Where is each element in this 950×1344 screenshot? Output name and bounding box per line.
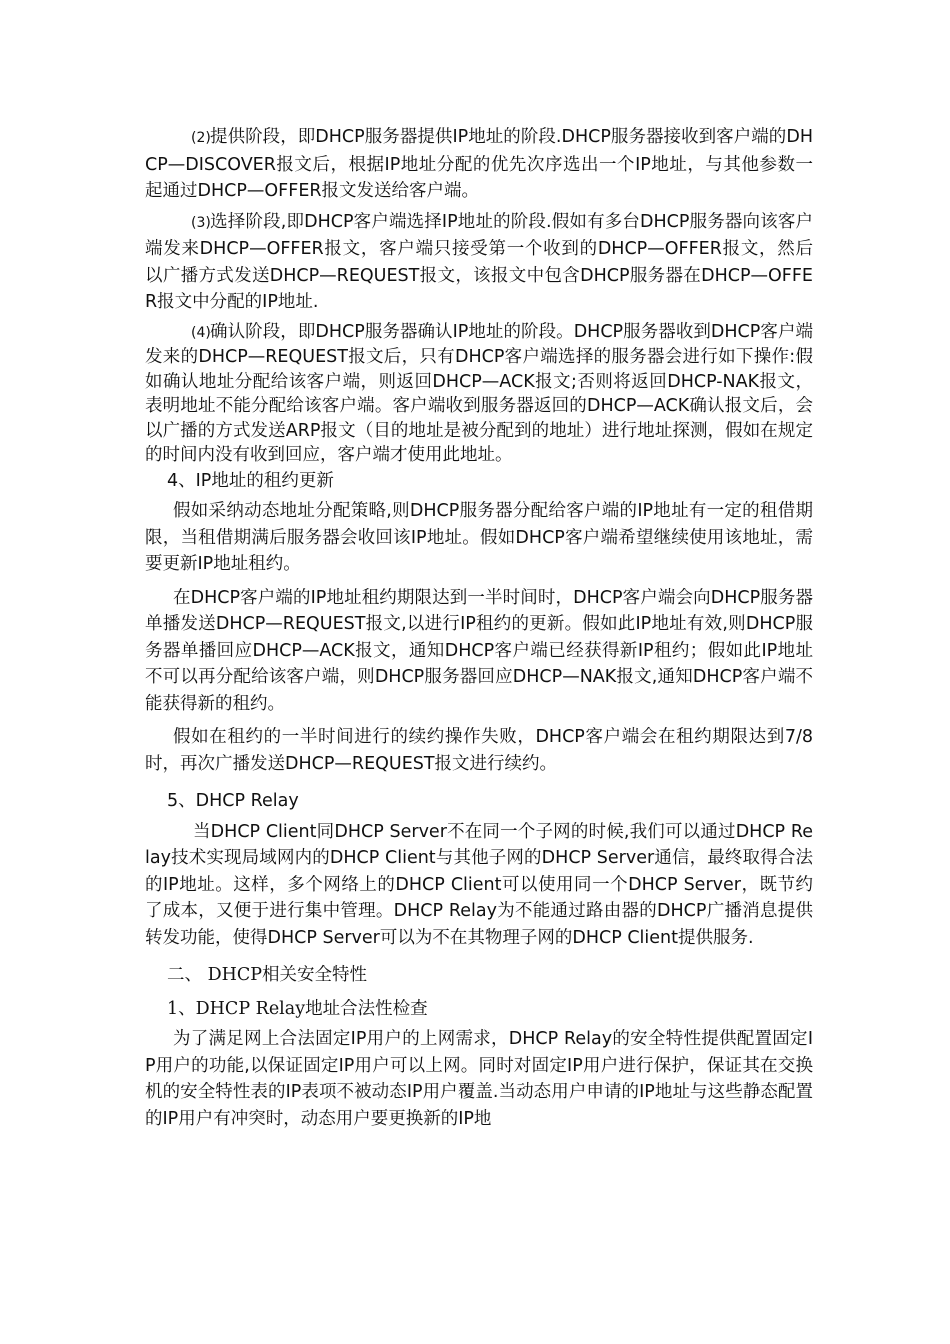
chapter-heading-security: 二、 DHCP相关安全特性	[167, 965, 368, 985]
list-number: (4)	[191, 324, 211, 341]
paragraph-lease-seven-eighths: 假如在租约的一半时间进行的续约操作失败，DHCP客户端会在租约期限达到7/8时，再次广播发送DHCP—REQUEST报文进行续约。	[145, 727, 813, 774]
list-number: (3)	[191, 214, 211, 231]
paragraph-text: 提供阶段，即DHCP服务器提供IP地址的阶段.DHCP服务器接收到客户端的DHCP—DISCOVER报文后，根据IP地址分配的优先次序选出一个IP地址，与其他参数一起通过DHCP—OFFER报文发送给客户端。	[145, 127, 813, 201]
paragraph-offer-stage	[145, 124, 813, 205]
paragraph-text: 确认阶段，即DHCP服务器确认IP地址的阶段。DHCP服务器收到DHCP客户端发来的DHCP—REQUEST报文后，只有DHCP客户端选择的服务器会进行如下操作:假如确认地址分配给该客户端，则返回DHCP—ACK报文;否则将返回DHCP-NAK报文，表明地址不能分配给该客户端。客户端收到服务器返回的DHCP—ACK确认报文后，会以广播的方式发送ARP报文（目的地址是被分配到的地址）进行地址探测，假如在规定的时间内没有收到回应，客户端才使用此地址。	[145, 321, 813, 465]
paragraph-dhcp-relay: 当DHCP Client同DHCP Server不在同一个子网的时候,我们可以通过DHCP Relay技术实现局域网内的DHCP Client与其他子网的DHCP Server通信，最终取得合法的IP地址。这样，多个网络上的DHCP Client可以使用同一个DHCP Server，既节约了成本，又便于进行集中管理。DHCP Relay为不能通过路由器的DHCP广播消息提供转发功能，使得DHCP Server可以为不在其物理子网的DHCP Client提供服务.	[145, 821, 813, 948]
paragraph-select-stage	[145, 209, 813, 316]
list-number: (2)	[191, 130, 211, 146]
section-heading-lease-renewal: 4、IP地址的租约更新	[167, 470, 334, 491]
paragraph-lease-half-time: 在DHCP客户端的IP地址租约期限达到一半时间时，DHCP客户端会向DHCP服务器单播发送DHCP—REQUEST报文,以进行IP租约的更新。假如此IP地址有效,则DHCP服务器单播回应DHCP—ACK报文，通知DHCP客户端已经获得新IP租约；假如此IP地址不可以再分配给该客户端，则DHCP服务器回应DHCP—NAK报文,通知DHCP客户端不能获得新的租约。	[145, 587, 813, 714]
section-heading-dhcp-relay: 5、DHCP Relay	[167, 791, 299, 811]
paragraph-relay-security: 为了满足网上合法固定IP用户的上网需求，DHCP Relay的安全特性提供配置固定IP用户的功能,以保证固定IP用户可以上网。同时对固定IP用户进行保护，保证其在交换机的安全特性表的IP表项不被动态IP用户覆盖.当动态用户申请的IP地址与这些静态配置的IP用户有冲突时，动态用户要更换新的IP地	[145, 1029, 813, 1129]
paragraph-text: 选择阶段,即DHCP客户端选择IP地址的阶段.假如有多台DHCP服务器向该客户端发来DHCP—OFFER报文，客户端只接受第一个收到的DHCP—OFFER报文，然后以广播方式发送DHCP—REQUEST报文，该报文中包含DHCP服务器在DHCP—OFFER报文中分配的IP地址.	[145, 211, 813, 312]
document-page	[145, 124, 813, 1132]
paragraph-lease-policy: 假如采纳动态地址分配策略,则DHCP服务器分配给客户端的IP地址有一定的租借期限，当租借期满后服务器会收回该IP地址。假如DHCP客户端希望继续使用该地址，需要更新IP地址租约。	[145, 501, 813, 574]
paragraph-ack-stage	[145, 320, 813, 468]
section-heading-relay-check: 1、DHCP Relay地址合法性检查	[167, 998, 428, 1019]
